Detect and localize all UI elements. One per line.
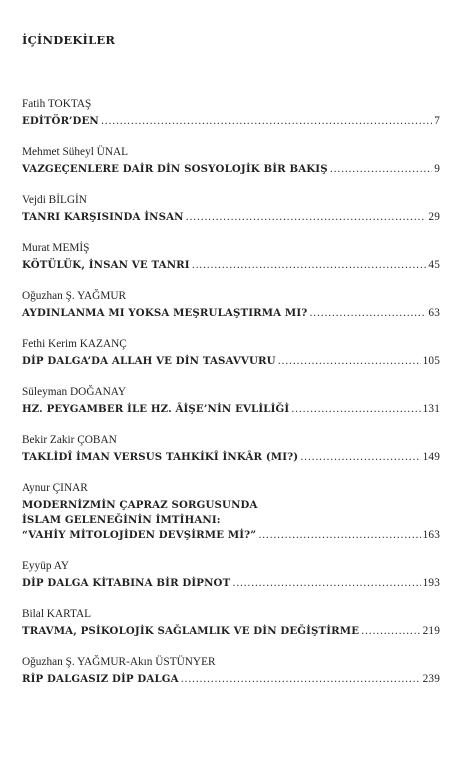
entry-author: Vejdi BİLGİN	[22, 194, 87, 206]
dot-leader	[232, 576, 420, 591]
entry-title: RİP DALGASIZ DİP DALGA	[22, 673, 179, 685]
entry-title: KÖTÜLÜK, İNSAN VE TANRI	[22, 259, 190, 271]
entry-author: Bilal KARTAL	[22, 608, 92, 620]
entry-title-row	[22, 210, 440, 225]
dot-leader	[330, 162, 432, 177]
dot-leader	[291, 402, 420, 417]
entry-title-row	[22, 162, 440, 177]
toc-entry	[22, 241, 440, 273]
entry-author: Eyyüp AY	[22, 560, 69, 572]
dot-leader	[361, 624, 420, 639]
toc-entry	[22, 289, 440, 321]
entry-page-number: 29	[428, 211, 440, 223]
entry-page-number: 45	[428, 259, 440, 271]
toc-entry	[22, 481, 440, 543]
dot-leader	[101, 114, 432, 129]
toc-heading: İÇİNDEKİLER	[22, 33, 116, 47]
entry-author: Fatih TOKTAŞ	[22, 98, 92, 110]
entry-title: DİP DALGA KİTABINA BİR DİPNOT	[22, 577, 231, 589]
entry-author: Oğuzhan Ş. YAĞMUR-Akın ÜSTÜNYER	[22, 656, 216, 668]
entry-author: Süleyman DOĞANAY	[22, 386, 127, 398]
entry-title-row	[22, 528, 440, 543]
entry-page-number: 63	[428, 307, 440, 319]
entry-author: Bekir Zakir ÇOBAN	[22, 434, 117, 446]
entry-title-row	[22, 306, 440, 321]
entry-author: Mehmet Süheyl ÜNAL	[22, 146, 129, 158]
toc-entry	[22, 655, 440, 687]
entry-page-number: 9	[434, 163, 440, 175]
dot-leader	[192, 258, 427, 273]
entry-title: TRAVMA, PSİKOLOJİK SAĞLAMLIK VE DİN DEĞİŞTİRME	[22, 625, 360, 637]
entry-title-row	[22, 258, 440, 273]
entry-page-number: 149	[422, 451, 440, 463]
entry-page-number: 7	[434, 115, 440, 127]
toc-entry	[22, 97, 440, 129]
entry-page-number: 105	[422, 355, 440, 367]
entry-title: MODERNİZMİN ÇAPRAZ SORGUSUNDA	[22, 499, 258, 511]
entry-author: Oğuzhan Ş. YAĞMUR	[22, 290, 127, 302]
entry-title: HZ. PEYGAMBER İLE HZ. ÂİŞE’NİN EVLİLİĞİ	[22, 403, 290, 415]
dot-leader	[258, 528, 420, 543]
entry-title: “VAHİY MİTOLOJİDEN DEVŞİRME Mİ?”	[22, 529, 257, 541]
entry-title-row	[22, 450, 440, 465]
toc-entry	[22, 433, 440, 465]
dot-leader	[309, 306, 426, 321]
entry-title-line-1	[22, 498, 440, 513]
dot-leader	[186, 210, 427, 225]
entry-author: Murat MEMİŞ	[22, 242, 90, 254]
dot-leader	[181, 672, 421, 687]
entry-title: VAZGEÇENLERE DAİR DİN SOSYOLOJİK BİR BAKIŞ	[22, 163, 328, 175]
entry-title-row	[22, 672, 440, 687]
entry-title-line-2	[22, 513, 440, 528]
entry-page-number: 131	[422, 403, 440, 415]
toc-entry	[22, 193, 440, 225]
entry-page-number: 239	[422, 673, 440, 685]
toc-entry	[22, 145, 440, 177]
entry-author: Fethi Kerim KAZANÇ	[22, 338, 127, 350]
dot-leader	[300, 450, 420, 465]
toc-entry	[22, 385, 440, 417]
entry-title-row	[22, 624, 440, 639]
entry-title: EDİTÖR’DEN	[22, 115, 99, 127]
entry-title-row	[22, 402, 440, 417]
entry-title: TANRI KARŞISINDA İNSAN	[22, 211, 184, 223]
entry-page-number: 163	[422, 529, 440, 541]
entry-title-row	[22, 576, 440, 591]
entry-title: DİP DALGA’DA ALLAH VE DİN TASAVVURU	[22, 355, 276, 367]
entry-title: İSLAM GELENEĞİNİN İMTİHANI:	[22, 514, 221, 526]
toc-entry	[22, 559, 440, 591]
entry-title: TAKLİDÎ İMAN VERSUS TAHKİKÎ İNKÂR (MI?)	[22, 451, 299, 463]
entry-title-row	[22, 114, 440, 129]
toc-entries	[22, 97, 440, 703]
toc-entry	[22, 337, 440, 369]
dot-leader	[278, 354, 421, 369]
entry-page-number: 193	[422, 577, 440, 589]
entry-title-row	[22, 354, 440, 369]
entry-title: AYDINLANMA MI YOKSA MEŞRULAŞTIRMA MI?	[22, 307, 308, 319]
toc-entry	[22, 607, 440, 639]
entry-author: Aynur ÇINAR	[22, 482, 88, 494]
entry-page-number: 219	[422, 625, 440, 637]
